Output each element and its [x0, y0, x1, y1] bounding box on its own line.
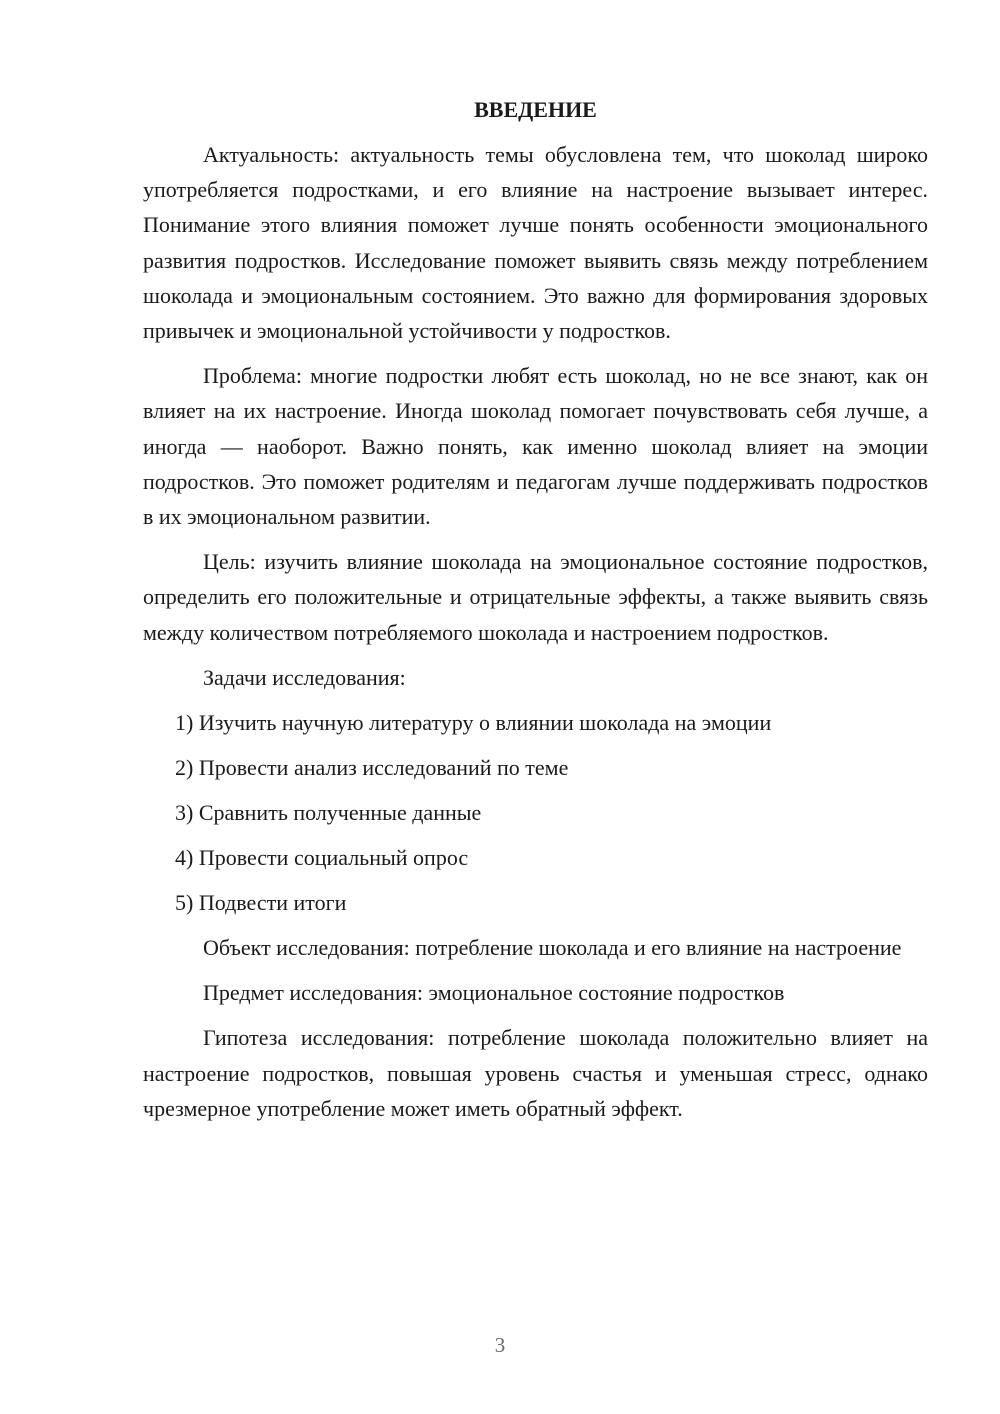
document-page [143, 92, 928, 1136]
goal-paragraph: Цель: изучить влияние шоколада на эмоциональное состояние подростков, определить его положительные и отрицательные эффекты, а также выявить связь между количеством потребляемого шоколада и настроением подростков. [143, 549, 928, 645]
task-item: 5) Подвести итоги [175, 890, 347, 916]
task-item: 2) Провести анализ исследований по теме [175, 755, 569, 781]
problem-paragraph: Проблема: многие подростки любят есть шоколад, но не все знают, как он влияет на их настроение. Иногда шоколад помогает почувствовать себя лучше, а иногда — наоборот. Важно понять, как именно шоколад влияет на эмоции подростков. Это поможет родителям и педагогам лучше поддерживать подростков в их эмоциональном развитии. [143, 363, 928, 530]
page-number: 3 [494, 1333, 506, 1357]
object-paragraph: Объект исследования: потребление шоколада и его влияние на настроение [203, 935, 902, 961]
relevance-paragraph: Актуальность: актуальность темы обусловлена тем, что шоколад широко употребляется подростками, и его влияние на настроение вызывает интерес. Понимание этого влияния поможет лучше понять особенности эмоционального развития подростков. Исследование поможет выявить связь между потреблением шоколада и эмоциональным состоянием. Это важно для формирования здоровых привычек и эмоциональной устойчивости у подростков. [143, 142, 928, 344]
task-item: 1) Изучить научную литературу о влиянии шоколада на эмоции [175, 710, 772, 736]
task-item: 3) Сравнить полученные данные [175, 800, 482, 826]
hypothesis-paragraph: Гипотеза исследования: потребление шоколада положительно влияет на настроение подростков, повышая уровень счастья и уменьшая стресс, однако чрезмерное употребление может иметь обратный эффект. [143, 1025, 928, 1121]
tasks-heading: Задачи исследования: [203, 664, 406, 690]
tasks-list [143, 705, 928, 920]
task-item: 4) Провести социальный опрос [175, 845, 469, 871]
section-title: ВВЕДЕНИЕ [474, 97, 597, 122]
subject-paragraph: Предмет исследования: эмоциональное состояние подростков [203, 980, 785, 1006]
